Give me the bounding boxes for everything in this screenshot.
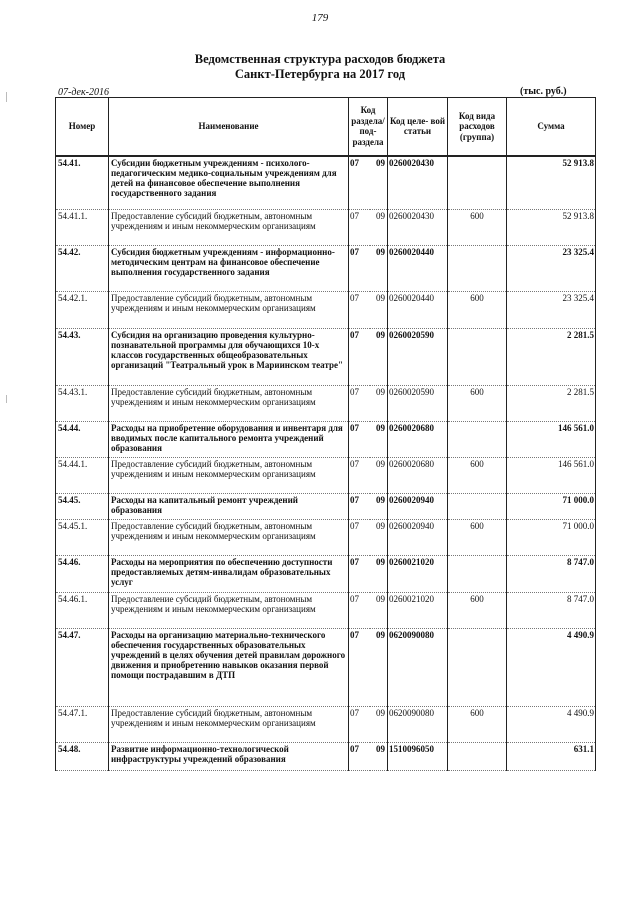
row-expense-type: 600 — [448, 593, 507, 629]
row-number: 54.45. — [56, 494, 109, 520]
row-target-code: 0260020440 — [388, 292, 448, 329]
row-expense-type — [448, 743, 507, 771]
row-subsection: 09 — [370, 556, 388, 593]
row-target-code: 0260020680 — [388, 458, 448, 494]
table-row — [56, 292, 596, 329]
row-sum: 8 747.0 — [507, 593, 596, 629]
margin-mark — [6, 92, 7, 102]
row-number: 54.43.1. — [56, 386, 109, 422]
row-sum: 52 913.8 — [507, 156, 596, 210]
table-row — [56, 556, 596, 593]
row-expense-type: 600 — [448, 707, 507, 743]
row-name: Расходы на капитальный ремонт учреждений образования — [109, 494, 349, 520]
row-expense-type: 600 — [448, 458, 507, 494]
row-sum: 71 000.0 — [507, 520, 596, 556]
table-row — [56, 156, 596, 210]
row-subsection: 09 — [370, 210, 388, 246]
row-target-code: 0260020940 — [388, 494, 448, 520]
row-subsection: 09 — [370, 292, 388, 329]
row-number: 54.48. — [56, 743, 109, 771]
row-expense-type: 600 — [448, 292, 507, 329]
row-sum: 52 913.8 — [507, 210, 596, 246]
row-target-code: 0260020430 — [388, 156, 448, 210]
row-subsection: 09 — [370, 246, 388, 292]
row-target-code: 1510096050 — [388, 743, 448, 771]
row-number: 54.44.1. — [56, 458, 109, 494]
row-sum: 2 281.5 — [507, 329, 596, 386]
row-sum: 4 490.9 — [507, 707, 596, 743]
header-section: Код раздела/ под- раздела — [349, 98, 388, 156]
row-section: 07 — [349, 422, 370, 458]
row-target-code: 0260020680 — [388, 422, 448, 458]
table-row — [56, 520, 596, 556]
row-number: 54.41. — [56, 156, 109, 210]
row-section: 07 — [349, 156, 370, 210]
header-target: Код целе- вой статьи — [388, 98, 448, 156]
row-number: 54.43. — [56, 329, 109, 386]
row-section: 07 — [349, 458, 370, 494]
row-expense-type — [448, 556, 507, 593]
row-number: 54.47. — [56, 629, 109, 707]
row-name: Предоставление субсидий бюджетным, автономным учреждениям и иным некоммерческим организациям — [109, 210, 349, 246]
row-subsection: 09 — [370, 494, 388, 520]
header-sum: Сумма — [507, 98, 596, 156]
row-sum: 631.1 — [507, 743, 596, 771]
table-row — [56, 329, 596, 386]
row-name: Предоставление субсидий бюджетным, автономным учреждениям и иным некоммерческим организациям — [109, 593, 349, 629]
row-name: Расходы на организацию материально-технического обеспечения государственных образовательных учреждений в целях обучения детей правилам дорожного движения и приобретению навыков оказания первой помощи пострадавшим в ДТП — [109, 629, 349, 707]
row-number: 54.45.1. — [56, 520, 109, 556]
row-expense-type — [448, 156, 507, 210]
row-section: 07 — [349, 292, 370, 329]
row-number: 54.42.1. — [56, 292, 109, 329]
row-target-code: 0260021020 — [388, 556, 448, 593]
table-body — [56, 156, 596, 771]
row-subsection: 09 — [370, 386, 388, 422]
table-row — [56, 210, 596, 246]
row-subsection: 09 — [370, 458, 388, 494]
document-date: 07-дек-2016 — [58, 87, 109, 98]
row-subsection: 09 — [370, 743, 388, 771]
row-section: 07 — [349, 246, 370, 292]
table-row — [56, 629, 596, 707]
row-name: Предоставление субсидий бюджетным, автономным учреждениям и иным некоммерческим организациям — [109, 386, 349, 422]
row-number: 54.41.1. — [56, 210, 109, 246]
row-target-code: 0260020940 — [388, 520, 448, 556]
row-number: 54.46.1. — [56, 593, 109, 629]
row-target-code: 0260020430 — [388, 210, 448, 246]
row-expense-type — [448, 494, 507, 520]
header-type: Код вида расходов (группа) — [448, 98, 507, 156]
row-target-code: 0260020440 — [388, 246, 448, 292]
row-name: Субсидия на организацию проведения культурно-познавательной программы для обучающихся 10-х классов государственных общеобразовательных организаций "Театральный урок в Мариинском театре" — [109, 329, 349, 386]
row-subsection: 09 — [370, 156, 388, 210]
row-target-code: 0260021020 — [388, 593, 448, 629]
table-row — [56, 458, 596, 494]
row-subsection: 09 — [370, 707, 388, 743]
table-row — [56, 386, 596, 422]
document-title — [0, 52, 640, 82]
row-expense-type — [448, 329, 507, 386]
row-name: Расходы на приобретение оборудования и инвентаря для вводимых после капитального ремонта учреждений образования — [109, 422, 349, 458]
row-section: 07 — [349, 593, 370, 629]
row-number: 54.46. — [56, 556, 109, 593]
row-target-code: 0620090080 — [388, 629, 448, 707]
row-sum: 2 281.5 — [507, 386, 596, 422]
row-section: 07 — [349, 329, 370, 386]
table-row — [56, 593, 596, 629]
row-section: 07 — [349, 743, 370, 771]
row-sum: 71 000.0 — [507, 494, 596, 520]
row-subsection: 09 — [370, 329, 388, 386]
row-name: Предоставление субсидий бюджетным, автономным учреждениям и иным некоммерческим организациям — [109, 707, 349, 743]
row-name: Развитие информационно-технологической инфраструктуры учреждений образования — [109, 743, 349, 771]
row-expense-type — [448, 422, 507, 458]
row-sum: 8 747.0 — [507, 556, 596, 593]
header-number: Номер — [56, 98, 109, 156]
table-row — [56, 422, 596, 458]
table-row — [56, 707, 596, 743]
row-section: 07 — [349, 210, 370, 246]
row-name: Предоставление субсидий бюджетным, автономным учреждениям и иным некоммерческим организациям — [109, 292, 349, 329]
row-subsection: 09 — [370, 520, 388, 556]
row-section: 07 — [349, 494, 370, 520]
row-section: 07 — [349, 520, 370, 556]
table-row — [56, 743, 596, 771]
row-sum: 23 325.4 — [507, 292, 596, 329]
row-expense-type: 600 — [448, 520, 507, 556]
row-section: 07 — [349, 556, 370, 593]
row-expense-type: 600 — [448, 386, 507, 422]
budget-table — [55, 97, 596, 771]
row-name: Расходы на мероприятия по обеспечению доступности предоставляемых детям-инвалидам образовательных услуг — [109, 556, 349, 593]
row-name: Субсидии бюджетным учреждениям - психолого-педагогическим медико-социальным учреждениям для детей на финансовое обеспечение выполнения государственного задания — [109, 156, 349, 210]
row-number: 54.42. — [56, 246, 109, 292]
row-sum: 23 325.4 — [507, 246, 596, 292]
row-number: 54.44. — [56, 422, 109, 458]
row-sum: 146 561.0 — [507, 458, 596, 494]
row-expense-type — [448, 629, 507, 707]
title-line-1: Ведомственная структура расходов бюджета — [194, 52, 446, 66]
row-name: Субсидия бюджетным учреждениям - информационно-методическим центрам на финансовое обеспечение выполнения государственного задания — [109, 246, 349, 292]
row-subsection: 09 — [370, 422, 388, 458]
row-sum: 4 490.9 — [507, 629, 596, 707]
row-section: 07 — [349, 629, 370, 707]
row-subsection: 09 — [370, 593, 388, 629]
units-label: (тыс. руб.) — [520, 86, 567, 97]
row-target-code: 0260020590 — [388, 386, 448, 422]
table-row — [56, 246, 596, 292]
margin-mark — [6, 395, 7, 403]
row-expense-type: 600 — [448, 210, 507, 246]
row-name: Предоставление субсидий бюджетным, автономным учреждениям и иным некоммерческим организациям — [109, 520, 349, 556]
row-expense-type — [448, 246, 507, 292]
row-name: Предоставление субсидий бюджетным, автономным учреждениям и иным некоммерческим организациям — [109, 458, 349, 494]
row-subsection: 09 — [370, 629, 388, 707]
page-number: 179 — [311, 12, 329, 24]
row-number: 54.47.1. — [56, 707, 109, 743]
row-target-code: 0260020590 — [388, 329, 448, 386]
row-section: 07 — [349, 386, 370, 422]
row-target-code: 0620090080 — [388, 707, 448, 743]
title-line-2: Санкт-Петербурга на 2017 год — [234, 67, 406, 81]
row-sum: 146 561.0 — [507, 422, 596, 458]
header-name: Наименование — [109, 98, 349, 156]
row-section: 07 — [349, 707, 370, 743]
table-row — [56, 494, 596, 520]
